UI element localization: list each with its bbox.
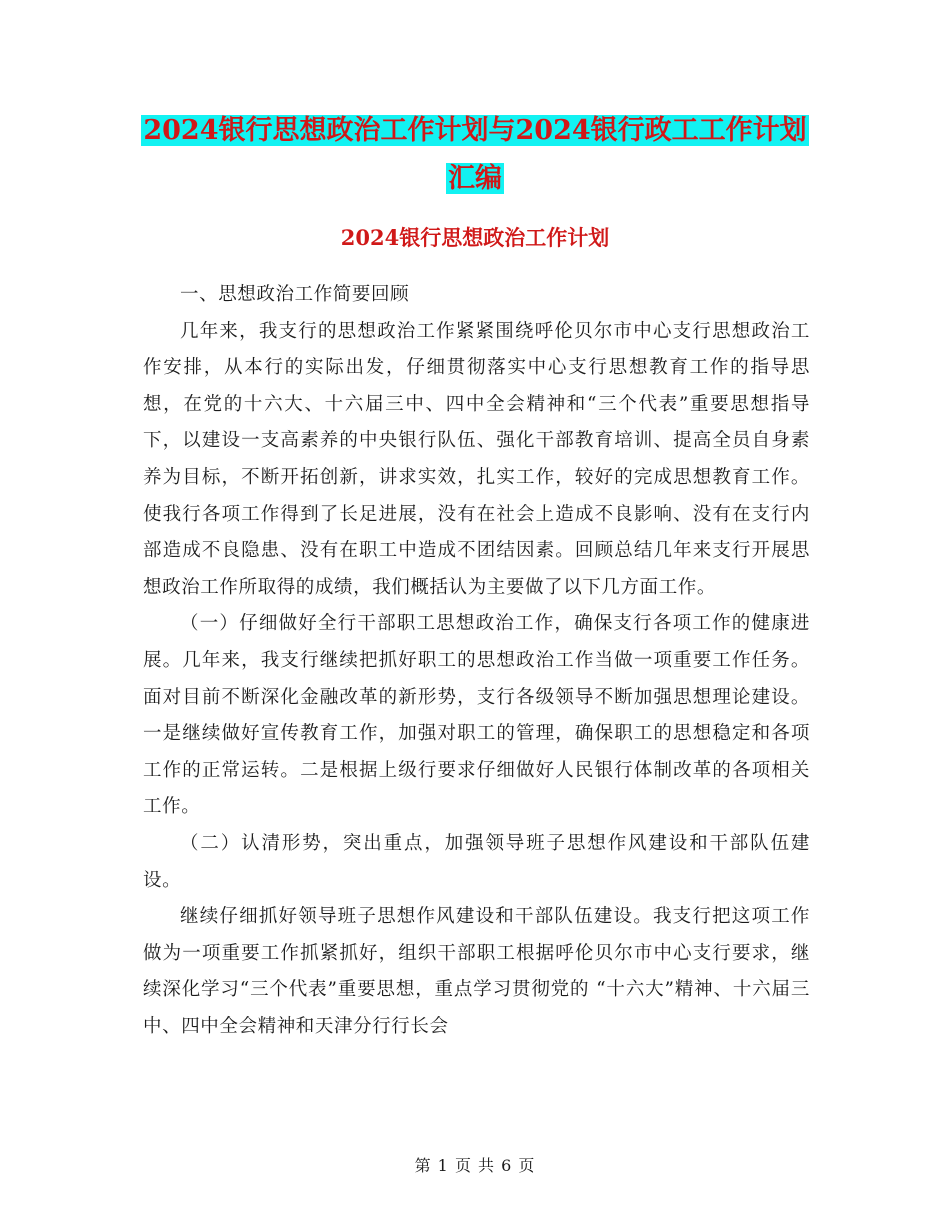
body-paragraph: 几年来，我支行的思想政治工作紧紧围绕呼伦贝尔市中心支行思想政治工作安排，从本行的实际出发，仔细贯彻落实中心支行思想教育工作的指导思想，在党的十六大、十六届三中、四中全会精神和“三个代表”重要思想指导下，以建设一支高素养的中央银行队伍、强化干部教育培训、提高全员自身素养为目标，不断开拓创新，讲求实效，扎实工作，较好的完成思想教育工作。使我行各项工作得到了长足进展，没有在社会上造成不良影响、没有在支行内部造成不良隐患、没有在职工中造成不团结因素。回顾总结几年来支行开展思想政治工作所取得的成绩，我们概括认为主要做了以下几方面工作。	[143, 320, 810, 598]
document-title-line2: 汇编	[448, 163, 502, 194]
page-number-footer: 第 1 页 共 6 页	[414, 1156, 536, 1175]
body-paragraph: 继续仔细抓好领导班子思想作风建设和干部队伍建设。我支行把这项工作做为一项重要工作抓紧抓好，组织干部职工根据呼伦贝尔市中心支行要求，继续深化学习“三个代表”重要思想，重点学习贯彻党的 “十六大”精神、十六届三中、四中全会精神和天津分行行长会	[143, 906, 810, 1037]
body-paragraph: （二）认清形势，突出重点，加强领导班子思想作风建设和干部队伍建设。	[143, 832, 810, 891]
document-title-line1: 2024银行思想政治工作计划与2024银行政工工作计划	[143, 115, 807, 146]
section-title: 2024银行思想政治工作计划	[340, 225, 610, 250]
document-body	[143, 277, 810, 1045]
document-title	[0, 110, 950, 200]
section-heading: 一、思想政治工作简要回顾	[180, 284, 410, 305]
body-paragraph: （一）仔细做好全行干部职工思想政治工作，确保支行各项工作的健康进展。几年来，我支行继续把抓好职工的思想政治工作当做一项重要工作任务。面对目前不断深化金融改革的新形势，支行各级领导不断加强思想理论建设。一是继续做好宣传教育工作，加强对职工的管理，确保职工的思想稳定和各项工作的正常运转。二是根据上级行要求仔细做好人民银行体制改革的各项相关工作。	[143, 613, 810, 818]
